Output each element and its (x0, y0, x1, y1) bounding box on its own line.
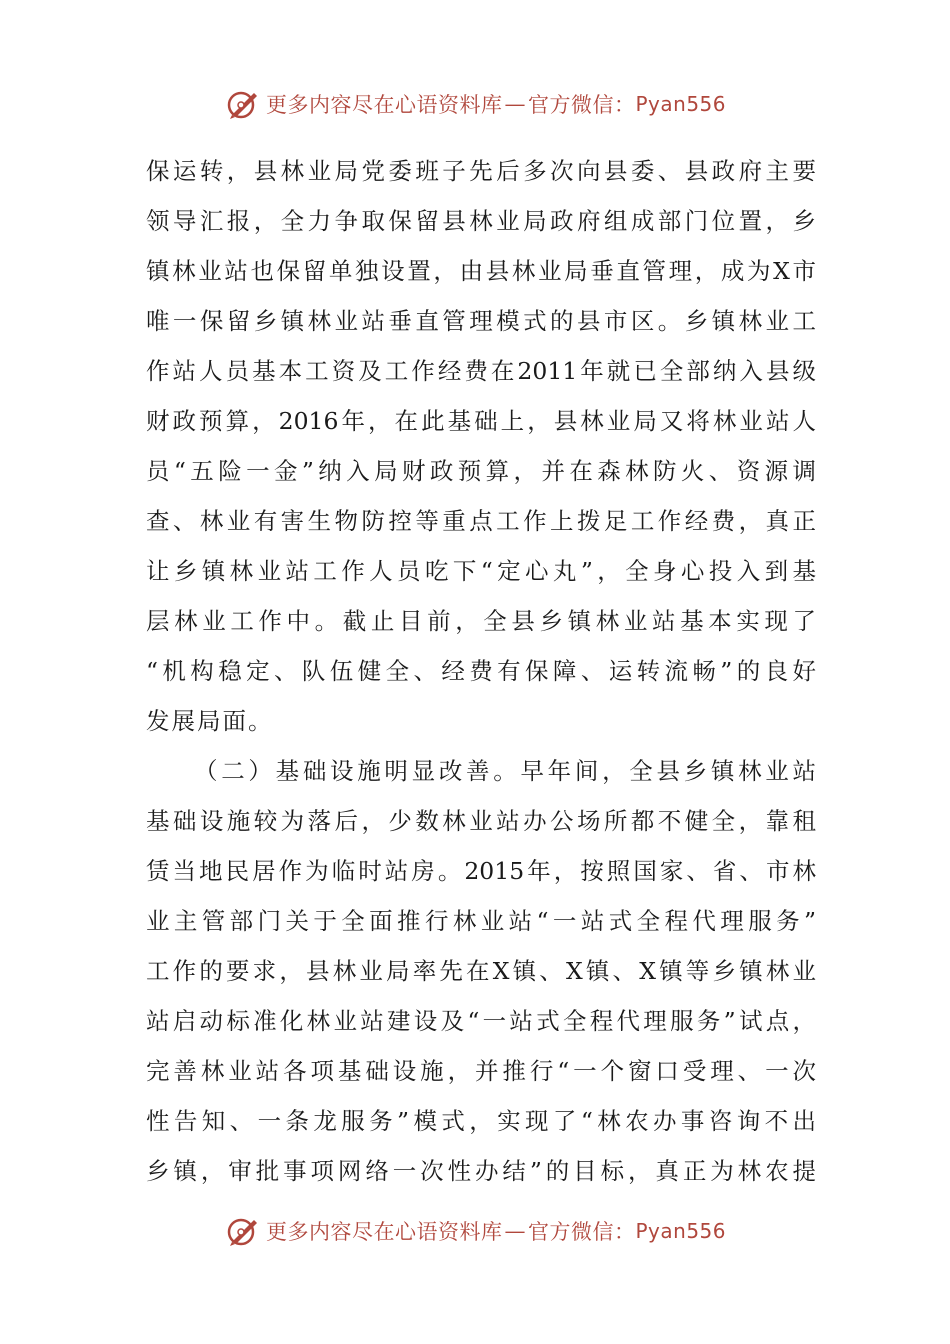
pen-logo-icon (226, 87, 260, 121)
watermark-wechat-id: Pyan556 (635, 1219, 727, 1243)
text-line: 层林业工作中。截止目前，全县乡镇林业站基本实现了 (146, 607, 816, 635)
text-line: 赁当地民居作为临时站房。2015年，按照国家、省、市林 (146, 857, 816, 885)
text-line: 业主管部门关于全面推行林业站“一站式全程代理服务” (146, 907, 816, 935)
text-line: 镇林业站也保留单独设置，由县林业局垂直管理，成为X市 (146, 257, 816, 285)
text-line: 发展局面。 (146, 707, 274, 735)
document-body (146, 146, 816, 1196)
watermark-official: 官方微信： (528, 1220, 636, 1244)
text-line: 工作的要求，县林业局率先在X镇、X镇、X镇等乡镇林业 (146, 957, 816, 985)
text-line: 保运转，县林业局党委班子先后多次向县委、县政府主要 (146, 157, 816, 185)
text-line: 让乡镇林业站工作人员吃下“定心丸”，全身心投入到基 (146, 557, 816, 585)
text-line: 完善林业站各项基础设施，并推行“一个窗口受理、一次 (146, 1057, 816, 1085)
text-line: 乡镇，审批事项网络一次性办结”的目标，真正为林农提 (146, 1157, 816, 1185)
text-line: 员“五险一金”纳入局财政预算，并在森林防火、资源调 (146, 457, 816, 485)
text-line: 财政预算，2016年，在此基础上，县林业局又将林业站人 (146, 407, 816, 435)
section-heading-line: （二）基础设施明显改善。早年间，全县乡镇林业站 (194, 757, 816, 785)
watermark-text: 更多内容尽在心语资料库 (266, 1220, 503, 1244)
text-line: 查、林业有害生物防控等重点工作上拨足工作经费，真正 (146, 507, 816, 535)
text-line: 唯一保留乡镇林业站垂直管理模式的县市区。乡镇林业工 (146, 307, 816, 335)
text-line: 基础设施较为落后，少数林业站办公场所都不健全，靠租 (146, 807, 816, 835)
text-line: 领导汇报，全力争取保留县林业局政府组成部门位置，乡 (146, 207, 816, 235)
text-line: 性告知、一条龙服务”模式，实现了“林农办事咨询不出 (146, 1107, 816, 1135)
text-line: 作站人员基本工资及工作经费在2011年就已全部纳入县级 (146, 357, 816, 385)
pen-logo-icon (226, 1214, 260, 1248)
header-watermark (226, 86, 726, 122)
watermark-official: 官方微信： (528, 93, 636, 117)
text-line: 站启动标准化林业站建设及“一站式全程代理服务”试点， (146, 1007, 816, 1035)
watermark-dash: — (504, 1219, 526, 1243)
watermark-dash: — (504, 92, 526, 116)
text-line: “机构稳定、队伍健全、经费有保障、运转流畅”的良好 (146, 657, 816, 685)
watermark-wechat-id: Pyan556 (635, 92, 727, 116)
footer-watermark (226, 1213, 726, 1249)
watermark-text: 更多内容尽在心语资料库 (266, 93, 503, 117)
